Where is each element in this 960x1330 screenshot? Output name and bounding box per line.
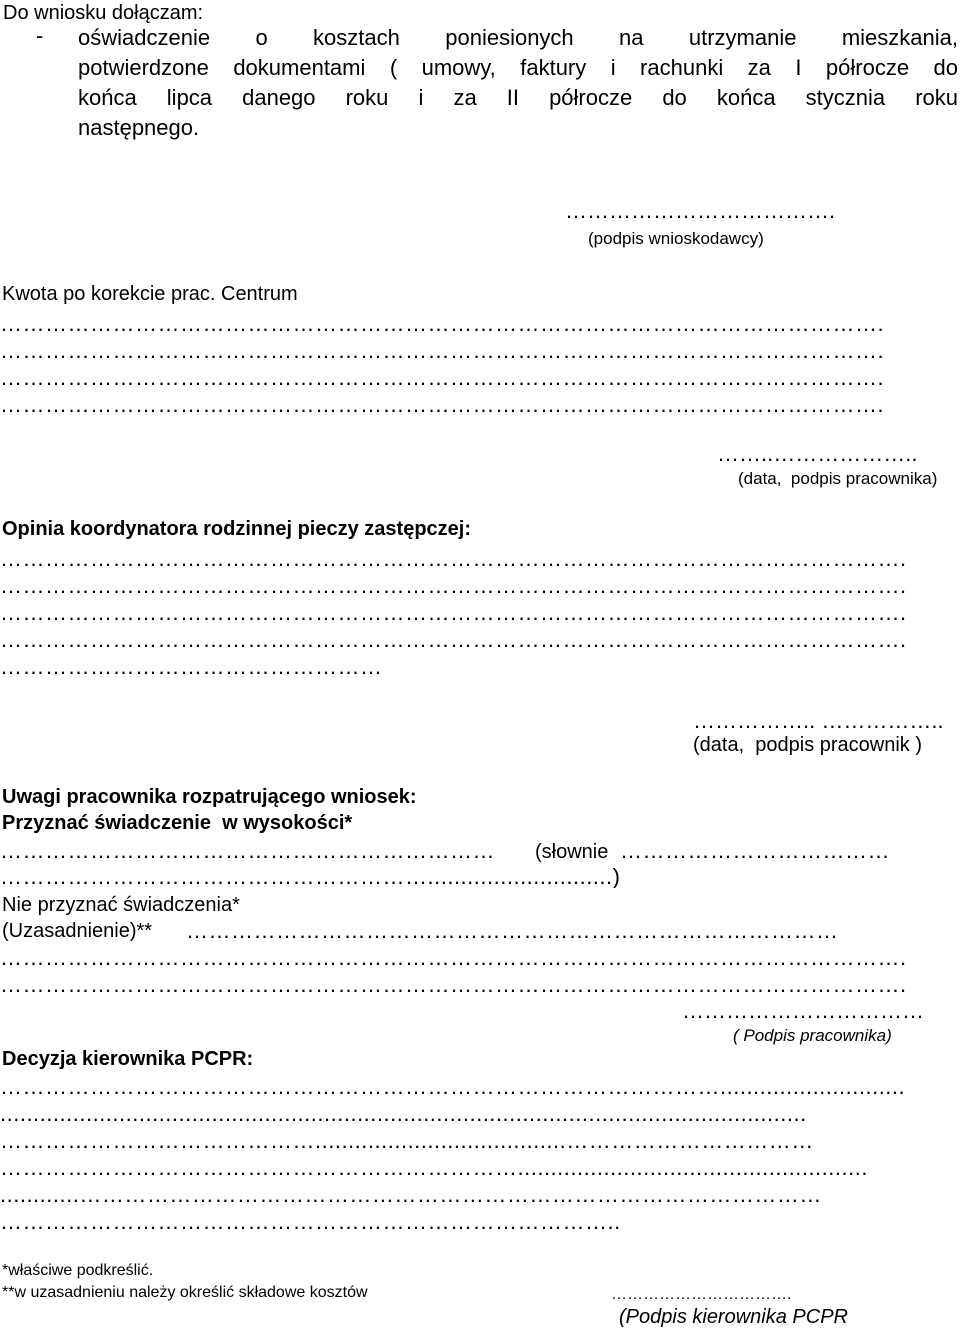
decision-dots-line: ............………………………………………………………………………………………	[0, 1184, 822, 1206]
kwota-dots-line: ……………………………………………………………………………………………………….	[0, 340, 885, 362]
kwota-dots-line: ……………………………………………………………………………………………………….	[0, 313, 885, 335]
coordinator-signature-label: (data, podpis pracownik )	[693, 734, 923, 756]
kwota-dots-line: ……………………………………………………………………………………………………….	[0, 394, 885, 416]
decyzja-label: Decyzja kierownika PCPR:	[2, 1048, 254, 1070]
reviewer-signature-line: ……………………………	[682, 998, 924, 1023]
intro-paragraph	[78, 23, 958, 143]
footnote-2: **w uzasadnieniu należy określić składowe kosztów	[2, 1284, 368, 1301]
coordinator-signature-line: …………….. ……………..	[693, 708, 944, 733]
deny-option: Nie przyznać świadczenia*	[2, 894, 240, 916]
applicant-signature-line: ……………………………….	[565, 198, 836, 223]
slownie-dots: ………………………………	[620, 840, 890, 862]
kwota-label: Kwota po korekcie prac. Centrum	[2, 283, 298, 305]
decision-dots-line: ..........................................................................................................................	[0, 1103, 807, 1125]
employee-signature-label: (data, podpis pracownika)	[738, 469, 938, 488]
employee-signature-line: ……..………………..	[717, 441, 918, 466]
director-signature-line: …………………………….	[611, 1286, 792, 1303]
intro-line: oświadczenie o kosztach poniesionych na utrzymanie mieszkania,	[78, 25, 958, 50]
applicant-signature-label: (podpis wnioskodawcy)	[588, 229, 764, 248]
decision-dots-line: ……………………………………......................................……………………………	[0, 1130, 814, 1152]
decision-dots-line: ……………………………………………………………………………………............................	[0, 1076, 906, 1098]
intro-line: potwierdzone dokumentami ( umowy, faktury i rachunki za I półrocze do	[78, 55, 958, 80]
uwagi-label: Uwagi pracownika rozpatrującego wniosek:	[2, 786, 417, 808]
intro-line: następnego.	[78, 115, 200, 140]
reason-dots: ……………………………………………………………………………	[186, 920, 839, 942]
intro-heading: Do wniosku dołączam:	[3, 2, 204, 24]
opinia-dots-line: ………………………………………………………………………………………………………….	[0, 575, 907, 597]
opinia-dots-line: ………………………………………………………………………………………………………….	[0, 602, 907, 624]
opinia-dots-line: ……………………………………………	[0, 656, 383, 678]
footnote-1: *właściwe podkreślić.	[2, 1262, 154, 1279]
opinia-dots-line: ………………………………………………………………………………………………………….	[0, 548, 907, 570]
opinia-dots-line: ………………………………………………………………………………………………………….	[0, 629, 907, 651]
opinia-label: Opinia koordynatora rodzinnej pieczy zastępczej:	[2, 518, 471, 540]
intro-line: końca lipca danego roku i za II półrocze do końca stycznia roku	[78, 85, 958, 110]
kwota-dots-line: ……………………………………………………………………………………………………….	[0, 367, 885, 389]
grant-option: Przyznać świadczenie w wysokości*	[2, 812, 353, 834]
reason-dots-line: ………………………………………………………………………………………………………….	[0, 974, 907, 996]
intro-bullet: -	[36, 23, 44, 48]
slownie-dots-line: …………………………………………………............................)	[0, 866, 621, 888]
reviewer-signature-label: ( Podpis pracownika)	[733, 1026, 892, 1045]
director-signature-label: (Podpis kierownika PCPR	[619, 1306, 848, 1328]
decision-dots-line: ………………………………………………………………………..	[0, 1211, 621, 1233]
decision-dots-line: …………………………………………………………….....................................................	[0, 1157, 868, 1179]
slownie-label: (słownie	[535, 841, 609, 863]
reason-dots-line: ………………………………………………………………………………………………………….	[0, 947, 907, 969]
reason-label: (Uzasadnienie)**	[2, 920, 153, 942]
amount-dots: …………………………………………………………	[0, 840, 495, 862]
